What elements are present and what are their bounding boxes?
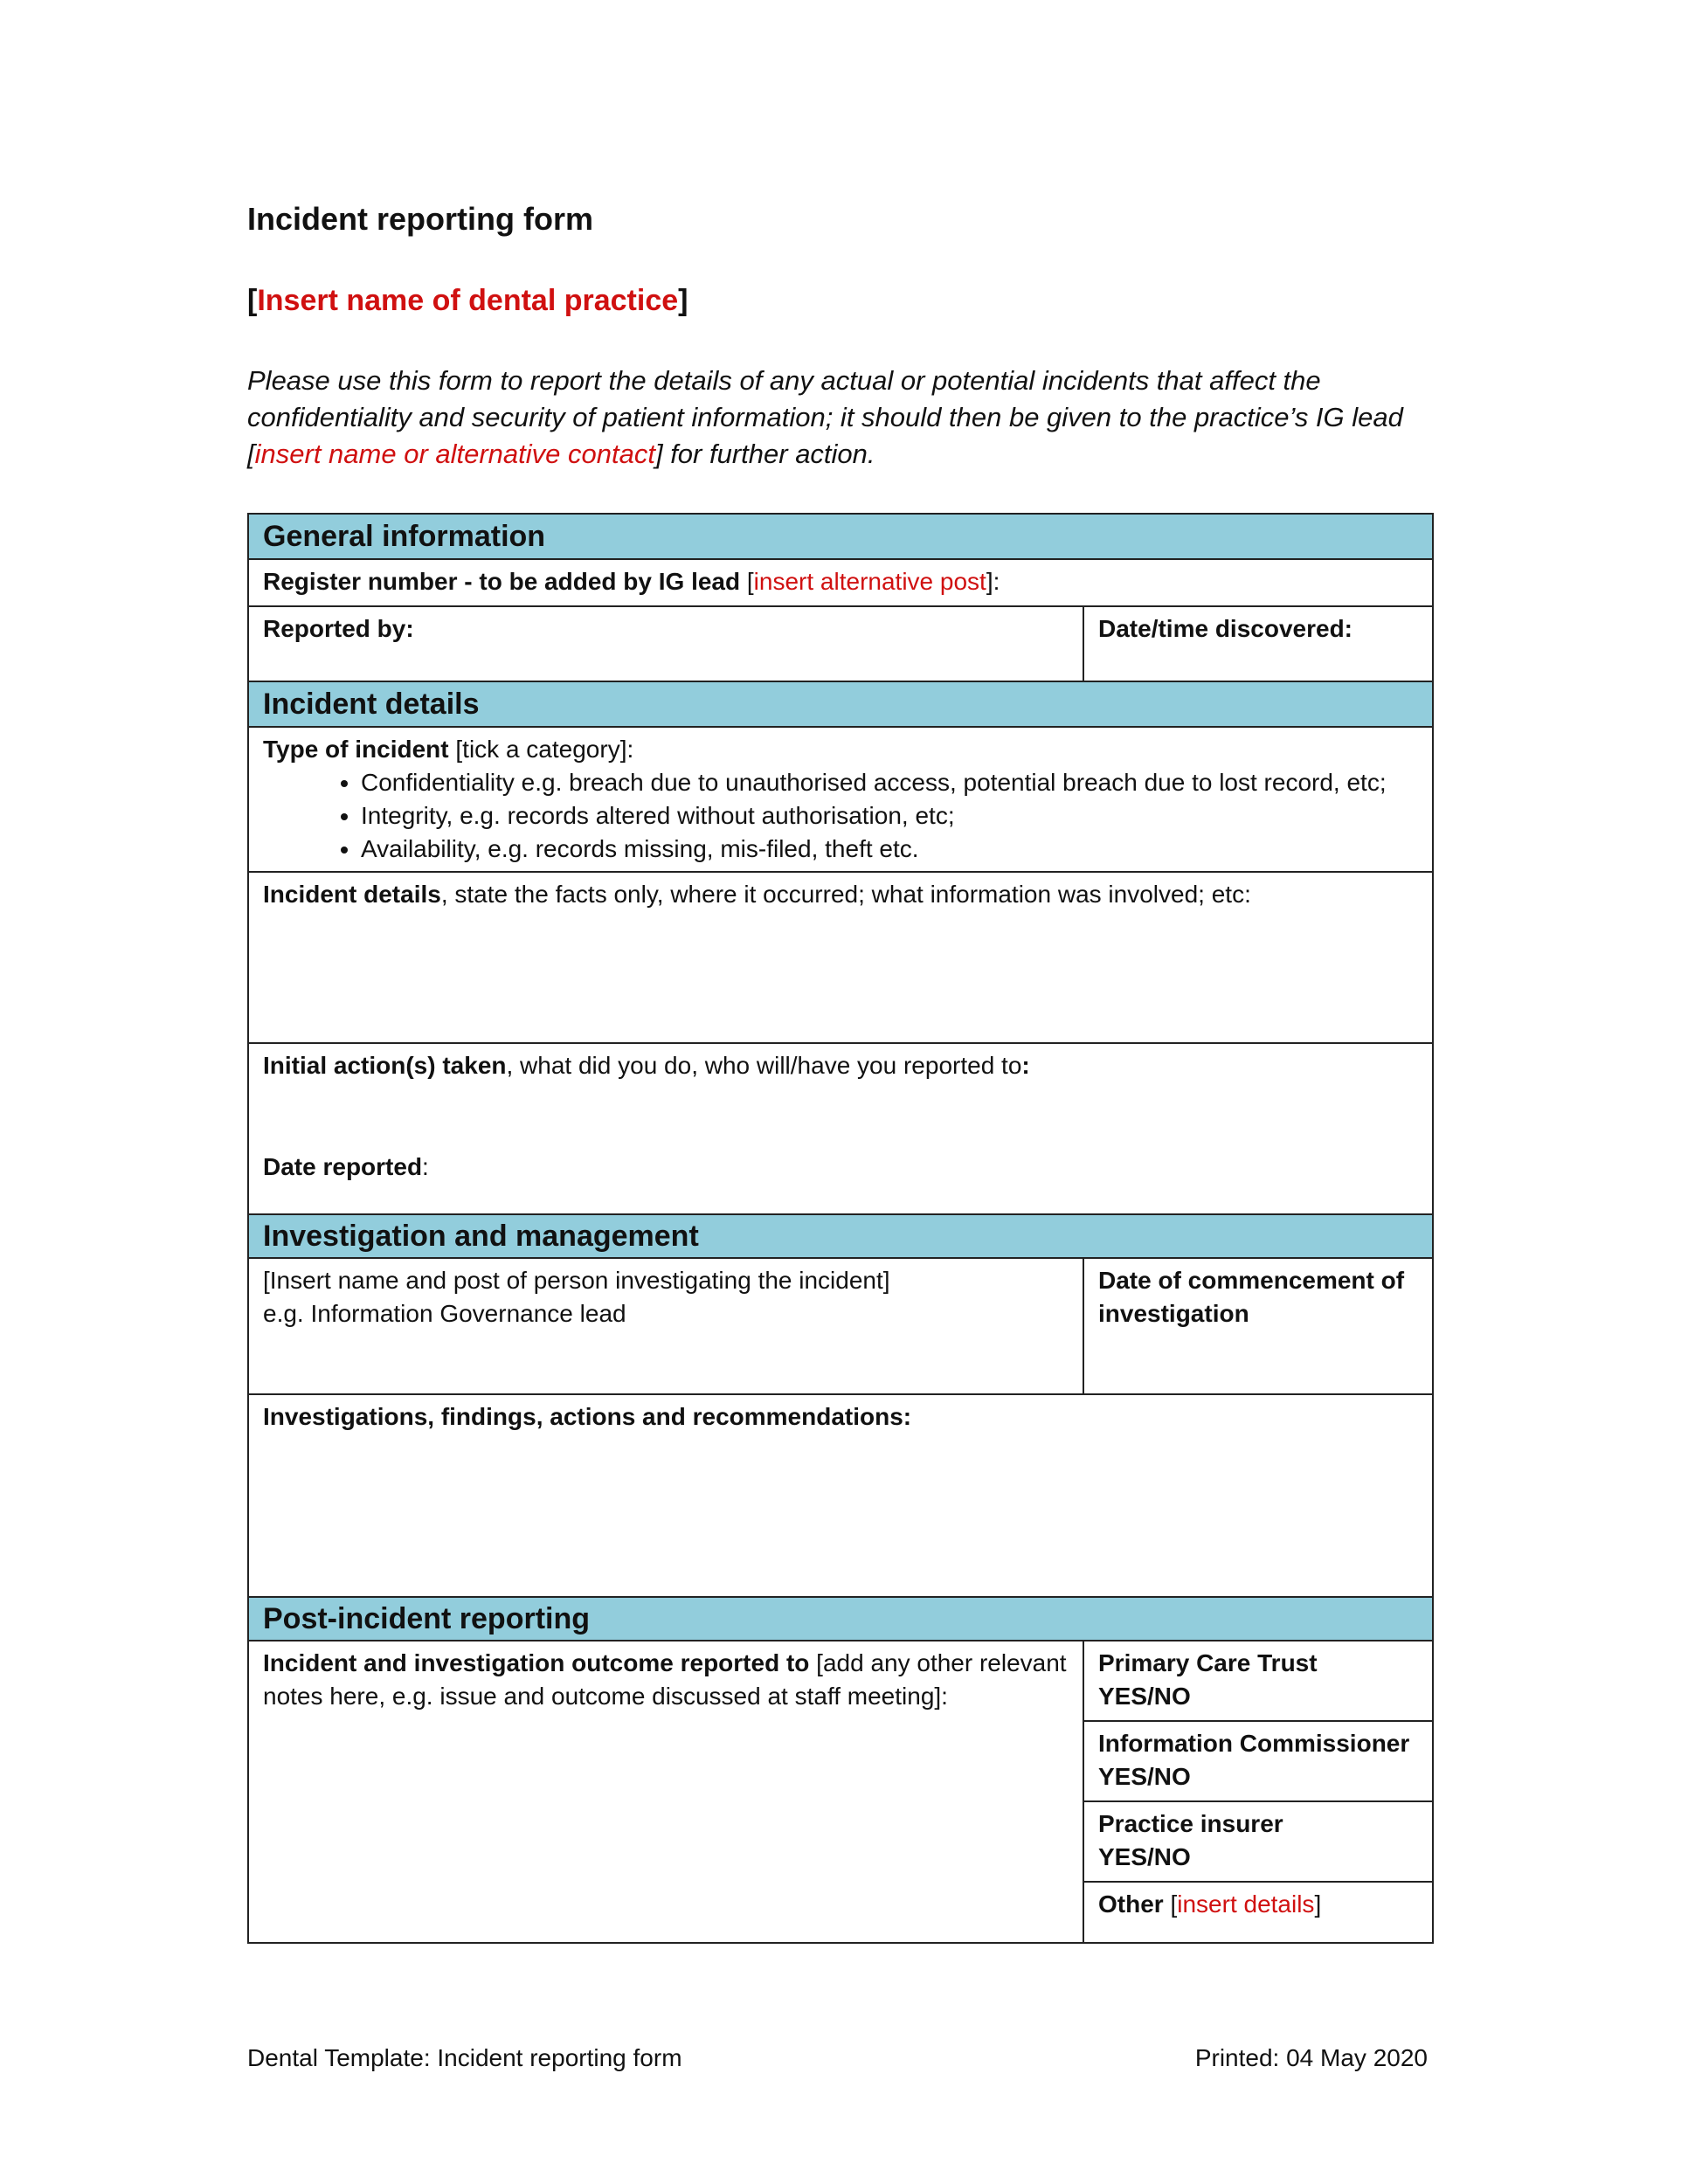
section-incident-details: Incident details <box>248 681 1433 727</box>
incident-type-field[interactable]: Type of incident [tick a category]: • Confidentiality e.g. breach due to unauthorised access, potential breach due to lost record, etc; • Integrity, e.g. records altered without authorisation, etc; • Availability, e.g. records missing, mis-filed, theft etc. <box>248 727 1433 872</box>
commencement-date-field[interactable]: Date of commencement of investigation <box>1083 1258 1433 1394</box>
form-title: Incident reporting form <box>247 201 593 237</box>
recipient-information-commissioner[interactable]: Information Commissioner YES/NO <box>1083 1721 1433 1801</box>
section-general-information: General information <box>248 514 1433 559</box>
footer-printed-date: Printed: 04 May 2020 <box>1194 2044 1428 2071</box>
ig-contact-placeholder: insert name or alternative contact <box>254 439 655 469</box>
incident-type-option[interactable]: • Availability, e.g. records missing, mis-filed, theft etc. <box>361 833 1418 866</box>
investigator-field[interactable]: [Insert name and post of person investigating the incident] e.g. Information Governance lead <box>248 1258 1083 1394</box>
incident-details-field[interactable]: Incident details, state the facts only, where it occurred; what information was involved; etc: <box>248 872 1433 1043</box>
intro-paragraph: Please use this form to report the details of any actual or potential incidents that affect the confidentiality and security of patient information; it should then be given to the practice’s IG lead [insert name or alternative contact] for further action. <box>247 365 1403 469</box>
recipient-other[interactable]: Other [insert details] <box>1083 1882 1433 1943</box>
practice-name: Insert name of dental practice <box>257 284 679 317</box>
recipient-practice-insurer[interactable]: Practice insurer YES/NO <box>1083 1801 1433 1882</box>
register-number-field[interactable]: Register number - to be added by IG lead [insert alternative post]: <box>248 559 1433 606</box>
section-investigation: Investigation and management <box>248 1214 1433 1258</box>
date-discovered-field[interactable]: Date/time discovered: <box>1083 606 1433 681</box>
practice-name-placeholder: [Insert name of dental practice] <box>247 284 688 317</box>
outcome-reported-field[interactable]: Incident and investigation outcome reported to [add any other relevant notes here, e.g. issue and outcome discussed at staff meeting]: <box>248 1641 1083 1943</box>
incident-type-list <box>263 766 1418 866</box>
reported-by-field[interactable]: Reported by: <box>248 606 1083 681</box>
section-post-incident: Post-incident reporting <box>248 1597 1433 1641</box>
date-reported-field[interactable]: Date reported: <box>263 1153 429 1180</box>
recipient-primary-care-trust[interactable]: Primary Care Trust YES/NO <box>1083 1641 1433 1721</box>
initial-action-field[interactable]: Initial action(s) taken, what did you do, who will/have you reported to: Date reported: <box>248 1043 1433 1214</box>
incident-type-option[interactable]: • Confidentiality e.g. breach due to unauthorised access, potential breach due to lost record, etc; <box>361 766 1418 799</box>
findings-field[interactable]: Investigations, findings, actions and recommendations: <box>248 1394 1433 1597</box>
incident-form-table <box>247 513 1434 1944</box>
footer-template-name: Dental Template: Incident reporting form <box>247 2044 682 2071</box>
incident-type-option[interactable]: • Integrity, e.g. records altered without authorisation, etc; <box>361 799 1418 833</box>
